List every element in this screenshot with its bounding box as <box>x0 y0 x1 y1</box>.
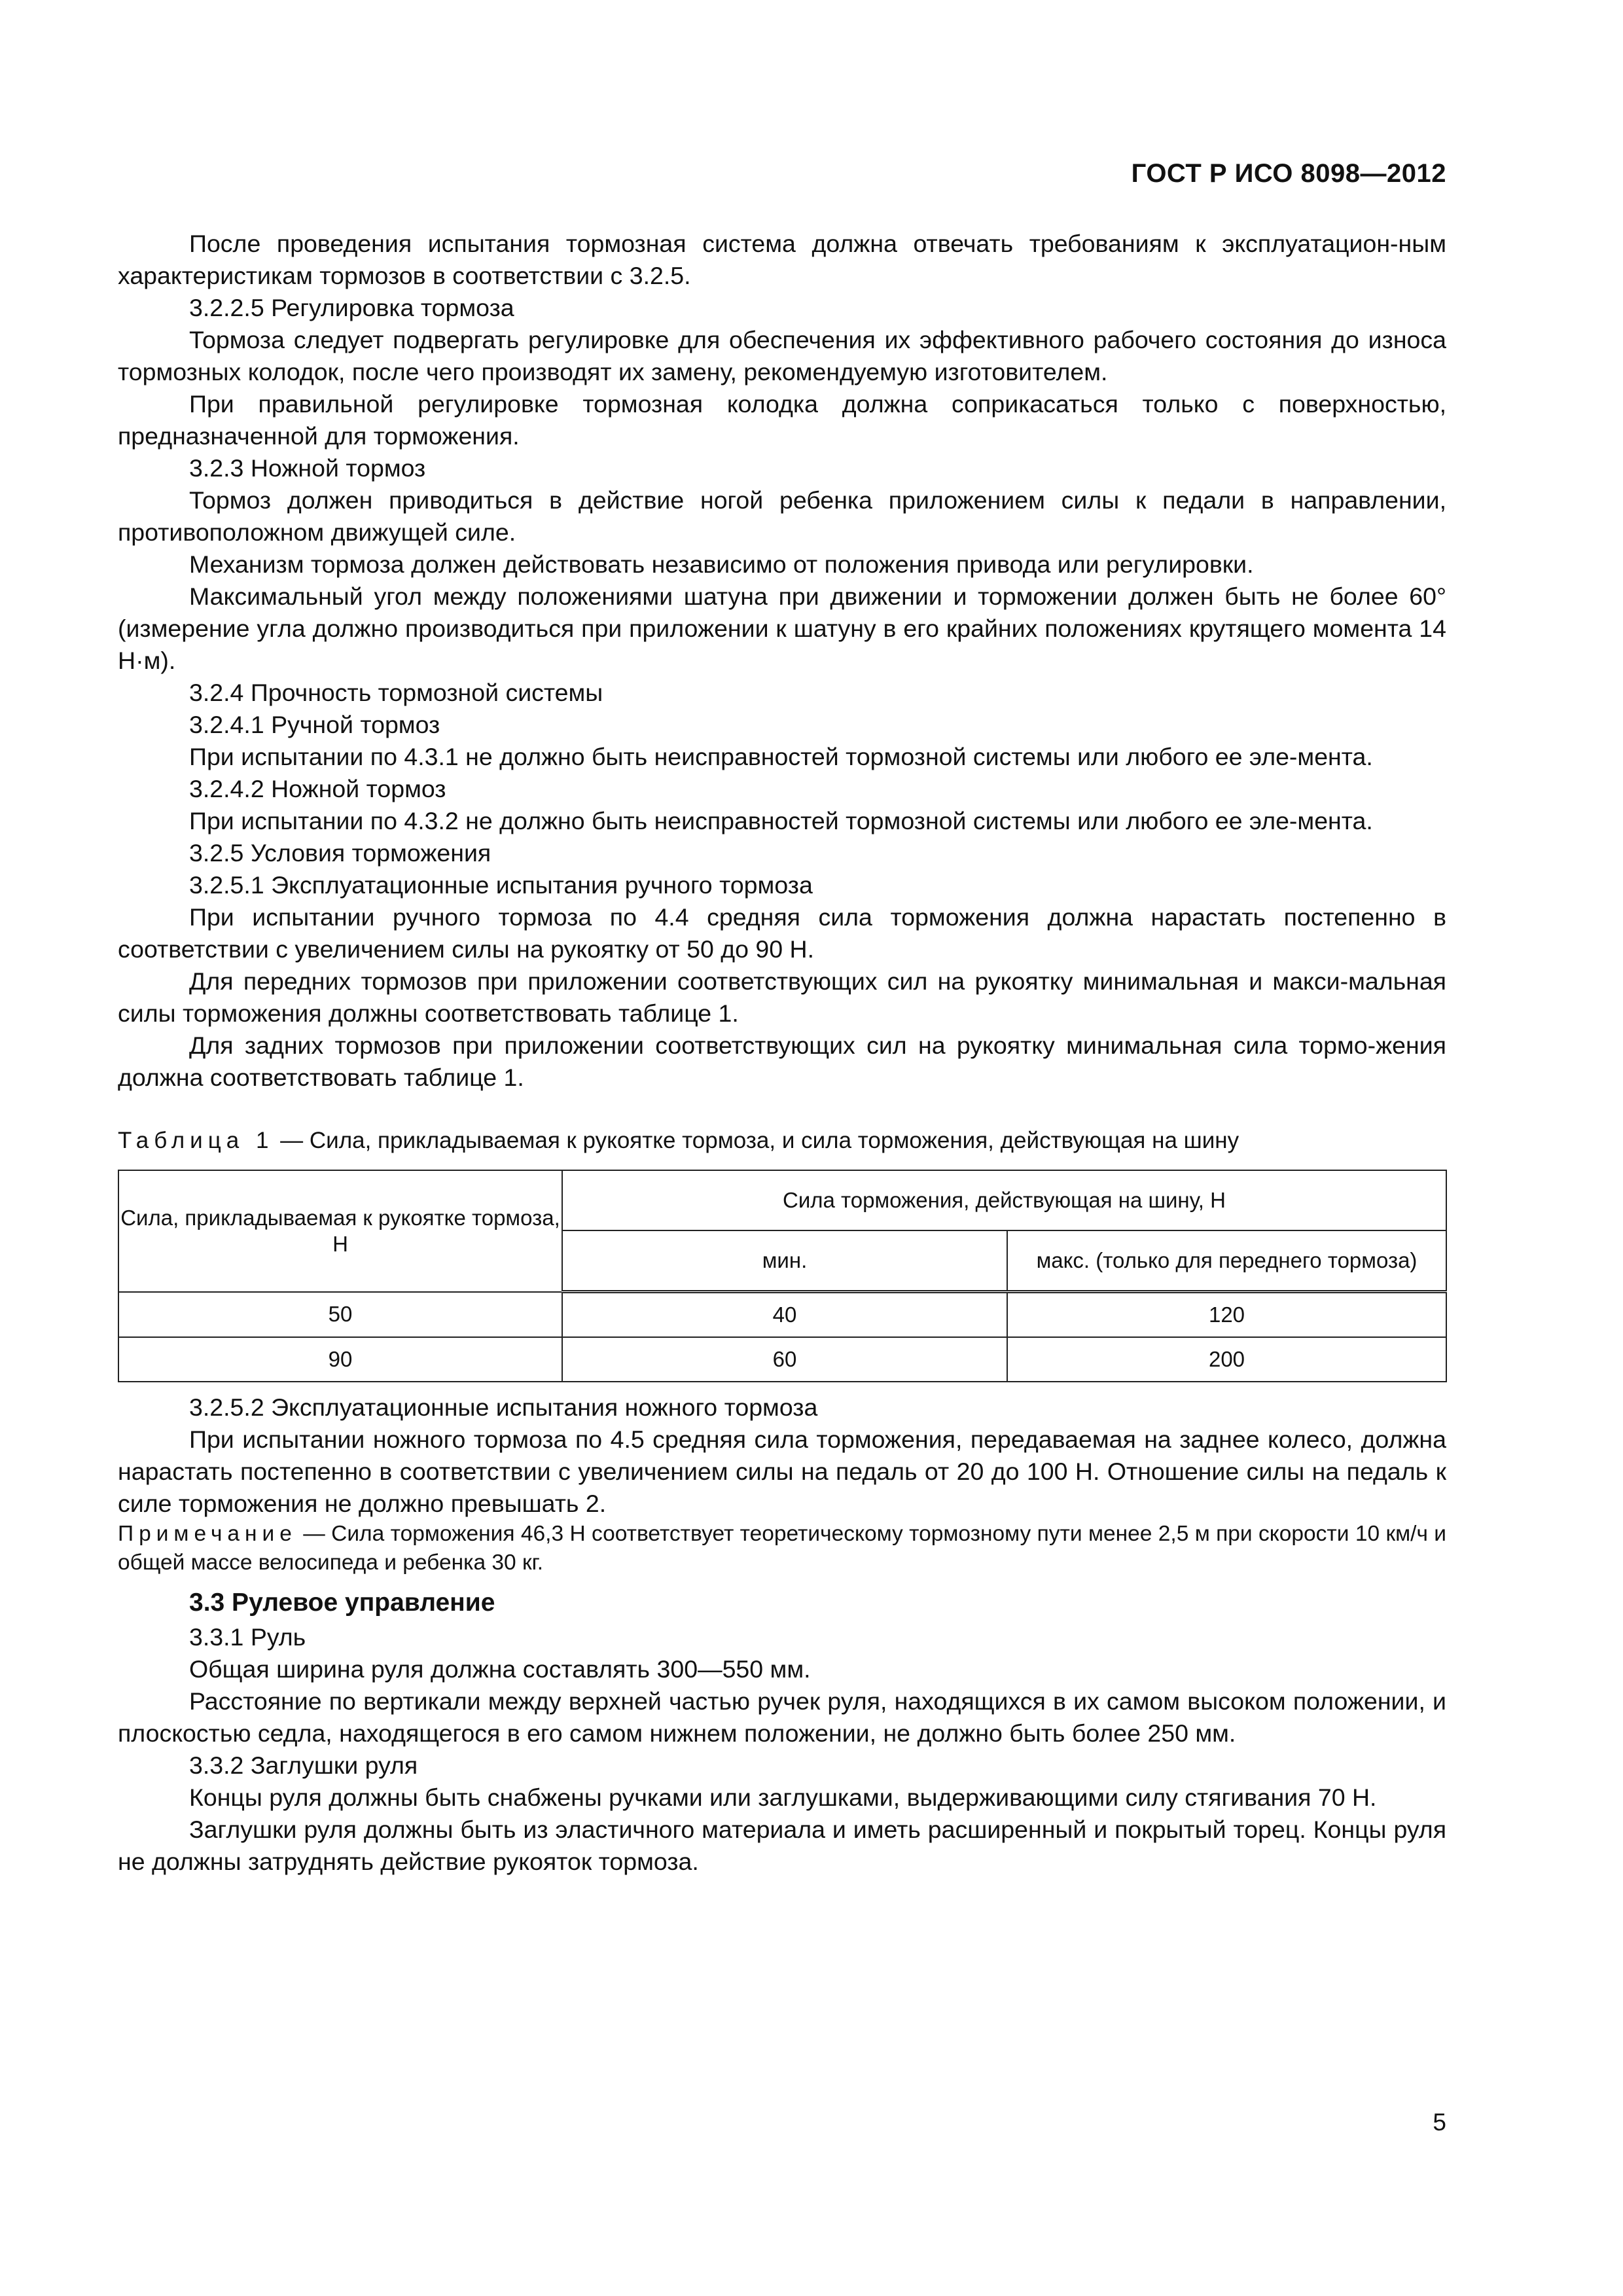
paragraph: Общая ширина руля должна составлять 300—550 мм. <box>189 1655 811 1683</box>
paragraph: При испытании по 4.3.1 не должно быть неисправностей тормозной системы или любого ее эле-мента. <box>189 743 1373 770</box>
paragraph: 3.2.4.2 Ножной тормоз <box>189 775 446 802</box>
paragraph: Тормоза следует подвергать регулировке для обеспечения их эффективного рабочего состояния до износа тормозных колодок, после чего производят их замену, рекомендуемую изготовителем. <box>118 326 1446 386</box>
top-paragraphs <box>118 228 1446 1094</box>
col-header-lever-force: Сила, прикладываемая к рукоятке тормоза, Н <box>118 1170 562 1292</box>
table-cell: 120 <box>1007 1292 1446 1338</box>
table-row <box>118 1337 1446 1382</box>
paragraph: 3.3.2 Заглушки руля <box>189 1751 418 1779</box>
paragraph: Для задних тормозов при приложении соответствующих сил на рукоятку минимальная сила тормо-жения должна соответствовать таблице 1. <box>118 1031 1446 1091</box>
table-cell: 40 <box>562 1292 1007 1338</box>
paragraph: Для передних тормозов при приложении соответствующих сил на рукоятку минимальная и макси-мальная силы торможения должны соответствовать таблице 1. <box>118 967 1446 1027</box>
paragraph: 3.3.1 Руль <box>189 1623 306 1651</box>
paragraph: 3.2.5.2 Эксплуатационные испытания ножного тормоза <box>189 1393 818 1421</box>
note-text: — Сила торможения 46,3 Н соответствует теоретическому тормозному пути менее 2,5 м при скорости 10 км/ч и общей массе велосипеда и ребенка 30 кг. <box>118 1522 1446 1575</box>
paragraph: При испытании ручного тормоза по 4.4 средняя сила торможения должна нарастать постепенно в соответствии с увеличением силы на рукоятку от 50 до 90 Н. <box>118 903 1446 963</box>
table-cell: 90 <box>118 1337 562 1382</box>
col-header-min: мин. <box>562 1230 1007 1292</box>
mid-paragraphs <box>118 1391 1446 1520</box>
paragraph: 3.2.2.5 Регулировка тормоза <box>189 294 514 321</box>
section-3-3-paragraphs <box>118 1621 1446 1878</box>
paragraph: Концы руля должны быть снабжены ручками или заглушками, выдерживающими силу стягивания 70 Н. <box>189 1784 1377 1811</box>
paragraph: 3.2.5.1 Эксплуатационные испытания ручного тормоза <box>189 871 813 899</box>
table-cell: 200 <box>1007 1337 1446 1382</box>
paragraph: Тормоз должен приводиться в действие ногой ребенка приложением силы к педали в направлении, противоположном движущей силе. <box>118 486 1446 546</box>
document-header: ГОСТ Р ИСО 8098—2012 <box>1131 159 1446 188</box>
paragraph: При испытании ножного тормоза по 4.5 средняя сила торможения, передаваемая на заднее колесо, должна нарастать постепенно в соответствии с увеличением силы на педаль от 20 до 100 Н. Отношение силы на педаль к силе торможения не должно превышать 2. <box>118 1426 1446 1517</box>
table-body <box>118 1292 1446 1382</box>
table-caption-label: Таблица 1 <box>118 1128 274 1153</box>
note-label: Примечание <box>118 1522 297 1546</box>
note <box>118 1520 1446 1577</box>
table-1 <box>118 1170 1447 1382</box>
paragraph: Расстояние по вертикали между верхней частью ручек руля, находящихся в их самом высоком положении, и плоскостью седла, находящегося в его самом нижнем положении, не должно быть более 250 мм. <box>118 1687 1446 1747</box>
paragraph: При правильной регулировке тормозная колодка должна соприкасаться только с поверхностью, предназначенной для торможения. <box>118 390 1446 450</box>
paragraph: При испытании по 4.3.2 не должно быть неисправностей тормозной системы или любого ее эле-мента. <box>189 807 1373 834</box>
col-header-max: макс. (только для переднего тормоза) <box>1007 1230 1446 1292</box>
paragraph: Механизм тормоза должен действовать независимо от положения привода или регулировки. <box>189 550 1254 578</box>
document-body <box>118 228 1446 1878</box>
table-cell: 60 <box>562 1337 1007 1382</box>
paragraph: 3.2.4 Прочность тормозной системы <box>189 679 603 706</box>
table-caption <box>118 1126 1446 1155</box>
paragraph: 3.2.3 Ножной тормоз <box>189 454 426 482</box>
paragraph: Максимальный угол между положениями шатуна при движении и торможении должен быть не более 60° (измерение угла должно производиться при приложении к шатуну в его крайних положениях крутящего момента 14 Н·м). <box>118 583 1446 674</box>
paragraph: 3.2.4.1 Ручной тормоз <box>189 711 440 738</box>
table-cell: 50 <box>118 1292 562 1338</box>
page-number: 5 <box>1433 2109 1446 2136</box>
paragraph: 3.2.5 Условия торможения <box>189 839 491 867</box>
col-header-braking-force: Сила торможения, действующая на шину, Н <box>562 1170 1446 1230</box>
table-caption-text: — Сила, прикладываемая к рукоятке тормоза, и сила торможения, действующая на шину <box>274 1128 1240 1153</box>
table-row <box>118 1292 1446 1338</box>
section-heading-3-3: 3.3 Рулевое управление <box>189 1588 495 1617</box>
paragraph: Заглушки руля должны быть из эластичного материала и иметь расширенный и покрытый торец. Концы руля не должны затруднять действие рукояток тормоза. <box>118 1816 1446 1875</box>
paragraph: После проведения испытания тормозная система должна отвечать требованиям к эксплуатацион-ным характеристикам тормозов в соответствии с 3.2.5. <box>118 230 1446 289</box>
